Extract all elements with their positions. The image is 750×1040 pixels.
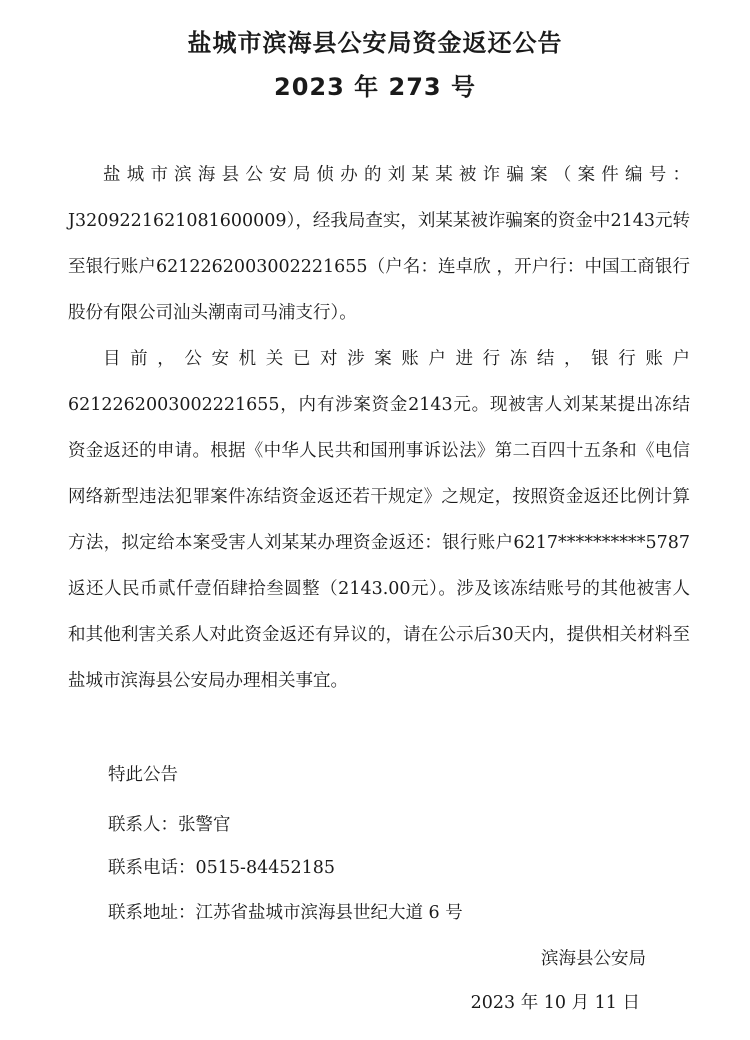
body-paragraph-case: 盐城市滨海县公安局侦办的刘某某被诈骗案（案件编号：J3209221621081600009），经我局查实，刘某某被诈骗案的资金中2143元转至银行账户6212262003002221655（户名：连卓欣 ，开户行：中国工商银行股份有限公司汕头潮南司马浦支行）。 — [68, 165, 690, 323]
contact-person: 联系人：张警官 — [108, 815, 231, 835]
issuing-authority: 滨海县公安局 — [541, 949, 646, 969]
closing-statement: 特此公告 — [108, 765, 178, 785]
body-paragraph-refund: 目前，公安机关已对涉案账户进行冻结，银行账户6212262003002221655，内有涉案资金2143元。现被害人刘某某提出冻结资金返还的申请。根据《中华人民共和国刑事诉讼法》第二百四十五条和《电信网络新型违法犯罪案件冻结资金返还若干规定》之规定，按照资金返还比例计算方法，拟定给本案受害人刘某某办理资金返还：银行账户6217**********5787返还人民币贰仟壹佰肆拾叁圆整（2143.00元）。涉及该冻结账号的其他被害人和其他利害关系人对此资金返还有异议的，请在公示后30天内，提供相关材料至盐城市滨海县公安局办理相关事宜。 — [68, 349, 690, 691]
issue-date: 2023 年 10 月 11 日 — [470, 993, 640, 1013]
contact-address: 联系地址：江苏省盐城市滨海县世纪大道 6 号 — [108, 903, 463, 923]
document-number: 2023 年 273 号 — [274, 73, 476, 101]
document-title: 盐城市滨海县公安局资金返还公告 — [187, 29, 563, 57]
contact-phone: 联系电话：0515-84452185 — [108, 858, 336, 878]
